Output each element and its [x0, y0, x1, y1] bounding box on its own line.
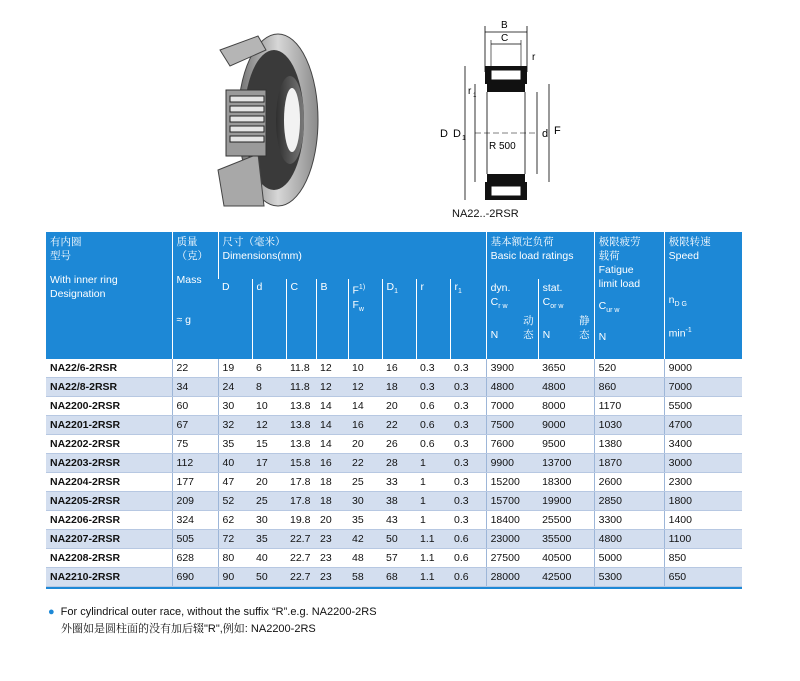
cell-designation: NA2210-2RSR — [46, 568, 172, 587]
label-F: F — [554, 125, 561, 137]
table-cell: 12 — [316, 359, 348, 378]
table-cell: 60 — [172, 397, 218, 416]
cell-designation: NA2206-2RSR — [46, 511, 172, 530]
table-cell: 12 — [348, 378, 382, 397]
table-cell: 9900 — [486, 454, 538, 473]
table-cell: 0.3 — [450, 397, 486, 416]
table-cell: 690 — [172, 568, 218, 587]
table-cell: 20 — [316, 511, 348, 530]
footnote-en: For cylindrical outer race, without the suffix “R”.e.g. NA2200-2RS — [60, 606, 377, 618]
table-row — [46, 549, 742, 568]
table-cell: 9500 — [538, 435, 594, 454]
table-cell: 19900 — [538, 492, 594, 511]
table-cell: 9000 — [538, 416, 594, 435]
table-cell: 4700 — [664, 416, 742, 435]
table-cell: 5000 — [594, 549, 664, 568]
table-cell: 18300 — [538, 473, 594, 492]
table-cell: 22 — [348, 454, 382, 473]
label-r1-sub: 1 — [473, 93, 477, 99]
table-cell: 0.6 — [450, 549, 486, 568]
table-cell: 860 — [594, 378, 664, 397]
table-cell: 35 — [348, 511, 382, 530]
table-cell: 3900 — [486, 359, 538, 378]
cell-designation: NA2207-2RSR — [46, 530, 172, 549]
table-cell: 62 — [218, 511, 252, 530]
table-cell: 26 — [382, 435, 416, 454]
table-cell: 1.1 — [416, 568, 450, 587]
cell-designation: NA2201-2RSR — [46, 416, 172, 435]
col-B: B — [316, 279, 348, 359]
header-row-top — [46, 232, 742, 279]
table-cell: 0.3 — [450, 511, 486, 530]
table-row — [46, 378, 742, 397]
table-cell: 13.8 — [286, 435, 316, 454]
table-row — [46, 435, 742, 454]
table-cell: 35500 — [538, 530, 594, 549]
table-cell: 0.3 — [450, 473, 486, 492]
bearing-3d-illustration — [208, 30, 320, 210]
cell-designation: NA22/6-2RSR — [46, 359, 172, 378]
table-cell: 35 — [218, 435, 252, 454]
table-cell: 1380 — [594, 435, 664, 454]
table-cell: 4800 — [486, 378, 538, 397]
table-cell: 15 — [252, 435, 286, 454]
table-cell: 35 — [252, 530, 286, 549]
table-cell: 17.8 — [286, 492, 316, 511]
table-cell: 18 — [316, 473, 348, 492]
table-cell: 628 — [172, 549, 218, 568]
bearing-table — [46, 232, 742, 589]
table-cell: 22 — [382, 416, 416, 435]
table-cell: 0.3 — [450, 359, 486, 378]
table-cell: 7000 — [664, 378, 742, 397]
table-cell: 40 — [218, 454, 252, 473]
table-cell: 23 — [316, 530, 348, 549]
table-cell: 68 — [382, 568, 416, 587]
col-D1: $D_1$ — [382, 279, 416, 359]
table-cell: 7500 — [486, 416, 538, 435]
table-row — [46, 454, 742, 473]
table-cell: 18 — [316, 492, 348, 511]
cell-designation: NA22/8-2RSR — [46, 378, 172, 397]
table-cell: 75 — [172, 435, 218, 454]
table-cell: 1 — [416, 492, 450, 511]
table-cell: 1 — [416, 473, 450, 492]
table-cell: 1100 — [664, 530, 742, 549]
header-speed: 极限转速 Speed $n_{D G}$ $\min^{-1}$ — [664, 232, 742, 359]
table-cell: 0.3 — [450, 416, 486, 435]
table-cell: 14 — [316, 435, 348, 454]
header-designation: 有内圈 型号 With inner ring Designation — [46, 232, 172, 359]
table-cell: 30 — [348, 492, 382, 511]
table-cell: 3300 — [594, 511, 664, 530]
table-cell: 0.3 — [416, 359, 450, 378]
table-cell: 52 — [218, 492, 252, 511]
table-cell: 2300 — [664, 473, 742, 492]
header-load-ratings: 基本额定负荷 Basic load ratings — [486, 232, 594, 279]
table-cell: 28000 — [486, 568, 538, 587]
header-fatigue: 极限疲劳 载荷 Fatigue limit load $C_{ur w}$ N — [594, 232, 664, 359]
table-cell: 11.8 — [286, 378, 316, 397]
table-cell: 324 — [172, 511, 218, 530]
col-r1: $r_1$ — [450, 279, 486, 359]
table-cell: 2600 — [594, 473, 664, 492]
cell-designation: NA2204-2RSR — [46, 473, 172, 492]
table-cell: 520 — [594, 359, 664, 378]
table-cell: 18400 — [486, 511, 538, 530]
table-cell: 8 — [252, 378, 286, 397]
table-cell: 650 — [664, 568, 742, 587]
table-cell: 850 — [664, 549, 742, 568]
table-cell: 13.8 — [286, 397, 316, 416]
col-r: r — [416, 279, 450, 359]
table-cell: 14 — [316, 397, 348, 416]
table-cell: 1.1 — [416, 549, 450, 568]
table-cell: 0.6 — [450, 568, 486, 587]
table-cell: 50 — [382, 530, 416, 549]
table-cell: 10 — [252, 397, 286, 416]
table-cell: 67 — [172, 416, 218, 435]
table-cell: 5300 — [594, 568, 664, 587]
table-cell: 20 — [382, 397, 416, 416]
table-cell: 7600 — [486, 435, 538, 454]
cell-designation: NA2203-2RSR — [46, 454, 172, 473]
table-cell: 4800 — [538, 378, 594, 397]
label-R500: R 500 — [489, 141, 516, 152]
table-cell: 1 — [416, 454, 450, 473]
table-cell: 90 — [218, 568, 252, 587]
cell-designation: NA2200-2RSR — [46, 397, 172, 416]
table-cell: 3400 — [664, 435, 742, 454]
table-cell: 23000 — [486, 530, 538, 549]
col-D: D — [218, 279, 252, 359]
table-cell: 34 — [172, 378, 218, 397]
table-row — [46, 473, 742, 492]
table-cell: 58 — [348, 568, 382, 587]
table-cell: 50 — [252, 568, 286, 587]
table-cell: 0.6 — [416, 416, 450, 435]
table-body — [46, 359, 742, 587]
table-cell: 30 — [252, 511, 286, 530]
col-d: d — [252, 279, 286, 359]
table-cell: 13.8 — [286, 416, 316, 435]
table-cell: 16 — [382, 359, 416, 378]
table-cell: 505 — [172, 530, 218, 549]
table-cell: 80 — [218, 549, 252, 568]
label-C: C — [501, 33, 509, 44]
table-cell: 1800 — [664, 492, 742, 511]
table-cell: 3650 — [538, 359, 594, 378]
label-D1-sub: 1 — [462, 135, 466, 142]
table-cell: 10 — [348, 359, 382, 378]
cross-section-svg — [435, 14, 575, 214]
table-cell: 12 — [316, 378, 348, 397]
cross-section-diagram — [435, 14, 575, 220]
table-cell: 0.6 — [416, 435, 450, 454]
col-dyn: dyn. $C_{r w}$ 动 N 态 — [486, 279, 538, 359]
table-cell: 23 — [316, 568, 348, 587]
table-cell: 6 — [252, 359, 286, 378]
table-cell: 12 — [252, 416, 286, 435]
table-cell: 24 — [218, 378, 252, 397]
col-C: C — [286, 279, 316, 359]
table-cell: 13700 — [538, 454, 594, 473]
table-row — [46, 511, 742, 530]
table-cell: 22.7 — [286, 568, 316, 587]
table-cell: 0.3 — [450, 435, 486, 454]
table-cell: 14 — [316, 416, 348, 435]
table-cell: 28 — [382, 454, 416, 473]
table-cell: 209 — [172, 492, 218, 511]
table-cell: 0.3 — [450, 454, 486, 473]
table-cell: 11.8 — [286, 359, 316, 378]
table-row — [46, 397, 742, 416]
label-D: D — [440, 128, 448, 140]
table-cell: 15700 — [486, 492, 538, 511]
table-cell: 0.6 — [450, 530, 486, 549]
table-cell: 0.3 — [450, 492, 486, 511]
table-cell: 16 — [316, 454, 348, 473]
table-cell: 4800 — [594, 530, 664, 549]
label-d: d — [542, 128, 549, 140]
table-cell: 42500 — [538, 568, 594, 587]
header-dimensions: 尺寸（毫米） Dimensions(mm) — [218, 232, 486, 279]
table-row — [46, 568, 742, 587]
table-cell: 1030 — [594, 416, 664, 435]
table-cell: 25500 — [538, 511, 594, 530]
table-cell: 30 — [218, 397, 252, 416]
table-cell: 1870 — [594, 454, 664, 473]
cell-designation: NA2205-2RSR — [46, 492, 172, 511]
table-cell: 14 — [348, 397, 382, 416]
table-cell: 177 — [172, 473, 218, 492]
table-cell: 5500 — [664, 397, 742, 416]
label-r: r — [532, 52, 536, 63]
table-cell: 17 — [252, 454, 286, 473]
label-r1: r — [468, 86, 472, 97]
table-cell: 27500 — [486, 549, 538, 568]
cell-designation: NA2202-2RSR — [46, 435, 172, 454]
table-row — [46, 359, 742, 378]
table-cell: 15200 — [486, 473, 538, 492]
table-cell: 22 — [172, 359, 218, 378]
table-cell: 16 — [348, 416, 382, 435]
table-cell: 9000 — [664, 359, 742, 378]
footnote-cn: 外圈如是圆柱面的没有加后辍"R",例如: NA2200-2RS — [61, 623, 316, 635]
diagram-caption: NA22..-2RSR — [452, 208, 519, 220]
table-cell: 112 — [172, 454, 218, 473]
table-row — [46, 530, 742, 549]
table-cell: 22.7 — [286, 549, 316, 568]
table-cell: 19 — [218, 359, 252, 378]
table-cell: 25 — [348, 473, 382, 492]
table-cell: 47 — [218, 473, 252, 492]
table-cell: 1400 — [664, 511, 742, 530]
label-B: B — [501, 20, 508, 31]
table-cell: 1170 — [594, 397, 664, 416]
table-cell: 1 — [416, 511, 450, 530]
table-cell: 15.8 — [286, 454, 316, 473]
table-cell: 40 — [252, 549, 286, 568]
col-F: $F^{1)}$ $F_w$ — [348, 279, 382, 359]
table-cell: 43 — [382, 511, 416, 530]
table-bottom-rule — [46, 587, 742, 589]
table-cell: 25 — [252, 492, 286, 511]
table-row — [46, 492, 742, 511]
table-cell: 22.7 — [286, 530, 316, 549]
table-cell: 8000 — [538, 397, 594, 416]
table-cell: 42 — [348, 530, 382, 549]
table-cell: 57 — [382, 549, 416, 568]
table-cell: 20 — [348, 435, 382, 454]
table-cell: 18 — [382, 378, 416, 397]
table-cell: 0.3 — [450, 378, 486, 397]
table-cell: 3000 — [664, 454, 742, 473]
table-cell: 33 — [382, 473, 416, 492]
col-stat: stat. $C_{or w}$ 静 N 态 — [538, 279, 594, 359]
cell-designation: NA2208-2RSR — [46, 549, 172, 568]
table-cell: 48 — [348, 549, 382, 568]
table-cell: 0.3 — [416, 378, 450, 397]
header-mass: 质量 （克） Mass ≈ g — [172, 232, 218, 359]
table-cell: 32 — [218, 416, 252, 435]
table-cell: 72 — [218, 530, 252, 549]
table-row — [46, 416, 742, 435]
table-cell: 1.1 — [416, 530, 450, 549]
table-cell: 20 — [252, 473, 286, 492]
table-cell: 7000 — [486, 397, 538, 416]
label-D1: D — [453, 128, 461, 140]
table-cell: 40500 — [538, 549, 594, 568]
table-cell: 19.8 — [286, 511, 316, 530]
table-cell: 23 — [316, 549, 348, 568]
footnote — [48, 604, 377, 638]
table-cell: 0.6 — [416, 397, 450, 416]
table-cell: 17.8 — [286, 473, 316, 492]
bullet-icon: ● — [48, 606, 55, 618]
table-cell: 38 — [382, 492, 416, 511]
table-cell: 2850 — [594, 492, 664, 511]
